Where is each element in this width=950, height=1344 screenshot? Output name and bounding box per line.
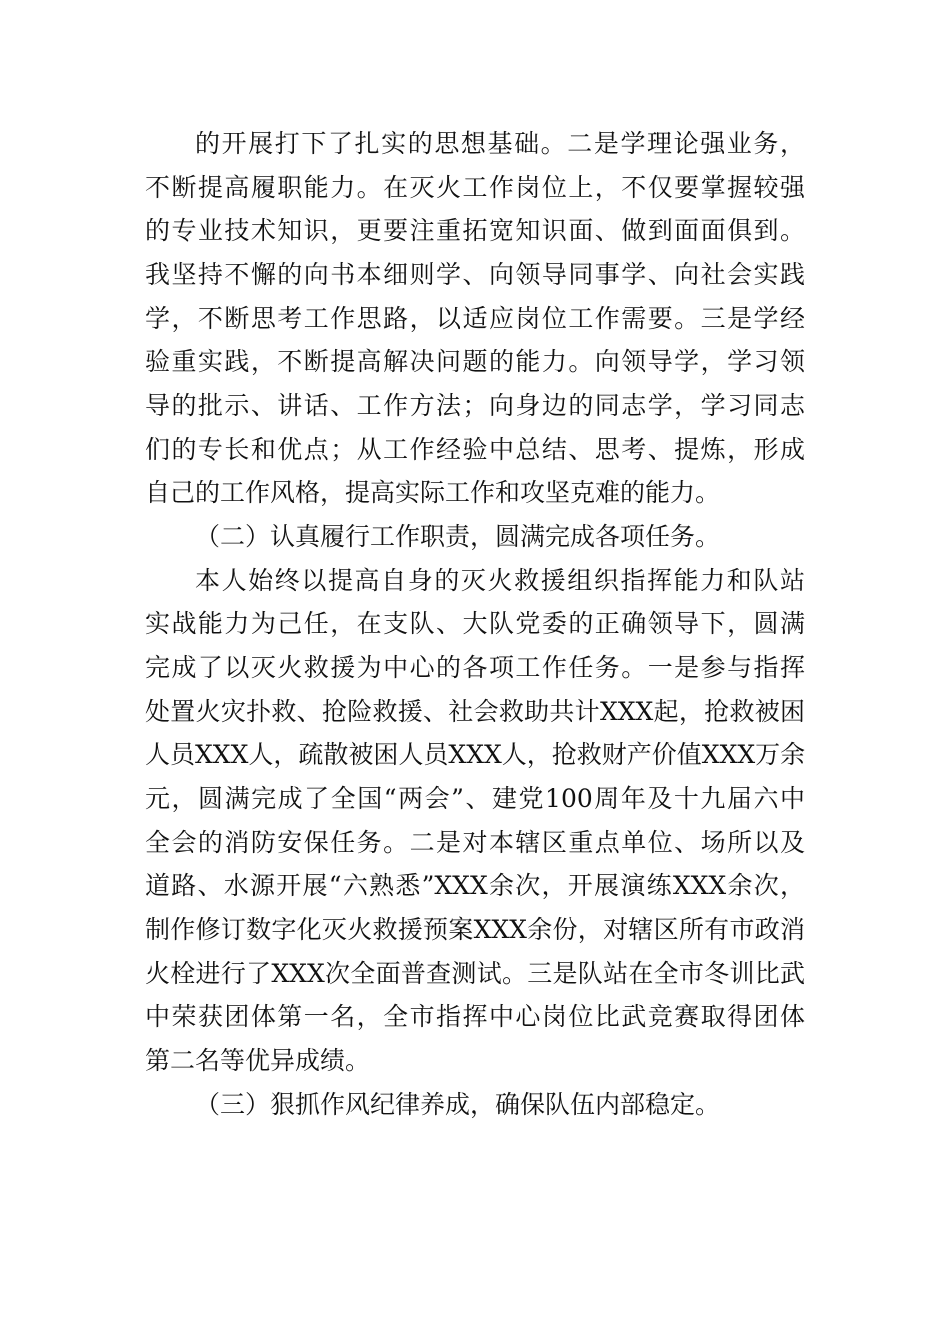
paragraph-line: 完成了以灭火救援为中心的各项工作任务。一是参与指挥 [145,653,805,682]
paragraph-line: 的专业技术知识，更要注重拓宽知识面、做到面面俱到。 [145,216,805,245]
paragraph-line: 导的批示、讲话、工作方法；向身边的同志学，学习同志 [145,391,805,420]
paragraph-line: 第二名等优异成绩。 [145,1046,371,1075]
section-heading: （三）狠抓作风纪律养成，确保队伍内部稳定。 [195,1090,721,1119]
paragraph-line: 们的专长和优点；从工作经验中总结、思考、提炼，形成 [145,435,805,464]
paragraph-line: 处置火灾扑救、抢险救援、社会救助共计XXX起，抢救被困 [145,697,805,726]
paragraph-line: 的开展打下了扎实的思想基础。二是学理论强业务， [195,129,805,158]
paragraph-line: 制作修订数字化灭火救援预案XXX余份，对辖区所有市政消 [145,915,805,944]
paragraph-line: 自己的工作风格，提高实际工作和攻坚克难的能力。 [145,478,721,507]
paragraph-line: 实战能力为己任，在支队、大队党委的正确领导下，圆满 [145,609,805,638]
paragraph-line: 验重实践，不断提高解决问题的能力。向领导学，学习领 [145,347,805,376]
paragraph-line: 中荣获团体第一名，全市指挥中心岗位比武竞赛取得团体 [145,1002,805,1031]
section-heading: （二）认真履行工作职责，圆满完成各项任务。 [195,522,721,551]
paragraph-line: 道路、水源开展“六熟悉”XXX余次，开展演练XXX余次， [145,871,805,900]
paragraph-line: 我坚持不懈的向书本细则学、向领导同事学、向社会实践 [145,260,805,289]
paragraph-line: 火栓进行了XXX次全面普查测试。三是队站在全市冬训比武 [145,959,805,988]
paragraph-line: 全会的消防安保任务。二是对本辖区重点单位、场所以及 [145,828,805,857]
paragraph-line: 不断提高履职能力。在灭火工作岗位上，不仅要掌握较强 [145,173,805,202]
paragraph-line: 本人始终以提高自身的灭火救援组织指挥能力和队站 [195,566,805,595]
paragraph-line: 人员XXX人，疏散被困人员XXX人，抢救财产价值XXX万余 [145,740,805,769]
paragraph-line: 元，圆满完成了全国“两会”、建党100周年及十九届六中 [145,784,805,813]
paragraph-line: 学，不断思考工作思路，以适应岗位工作需要。三是学经 [145,304,805,333]
